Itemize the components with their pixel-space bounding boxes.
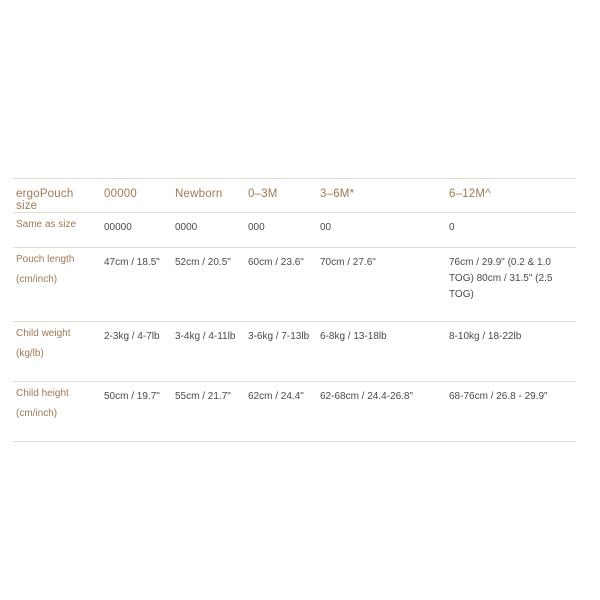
table-cell: 68-76cm / 26.8 - 29.9" xyxy=(449,391,548,402)
table-cell: 6-8kg / 13-18lb xyxy=(320,331,387,342)
table-cell: 00000 xyxy=(104,222,132,233)
table-cell: 47cm / 18.5" xyxy=(104,257,160,268)
table-cell: 50cm / 19.7" xyxy=(104,391,160,402)
table-cell: 2-3kg / 4-7lb xyxy=(104,331,160,342)
row-label: Child height (cm/inch) xyxy=(16,388,69,419)
size-chart-table xyxy=(13,178,576,442)
table-row-child-height xyxy=(13,382,576,442)
table-cell: 000 xyxy=(248,222,265,233)
header-cell-00000: 00000 xyxy=(104,188,137,200)
row-label: Pouch length (cm/inch) xyxy=(16,254,75,285)
header-cell-6-12m: 6–12M^ xyxy=(449,188,491,200)
table-cell: 62cm / 24.4" xyxy=(248,391,304,402)
header-cell-0-3m: 0–3M xyxy=(248,188,278,200)
header-cell-3-6m: 3–6M* xyxy=(320,188,355,200)
table-cell: 3-4kg / 4-11lb xyxy=(175,331,236,342)
table-cell: 0 xyxy=(449,222,455,233)
table-cell: 3-6kg / 7-13lb xyxy=(248,331,310,342)
table-cell: 55cm / 21.7" xyxy=(175,391,231,402)
row-label: Same as size xyxy=(16,219,77,230)
header-cell-newborn: Newborn xyxy=(175,188,223,200)
table-cell: 52cm / 20.5" xyxy=(175,257,231,268)
row-label: Child weight (kg/lb) xyxy=(16,328,71,359)
table-cell: 00 xyxy=(320,222,332,233)
table-cell: 0000 xyxy=(175,222,198,233)
table-row-same-as-size xyxy=(13,213,576,248)
header-cell-size-label: ergoPouch size xyxy=(16,188,74,212)
table-row-pouch-length xyxy=(13,248,576,322)
table-cell: 8-10kg / 18-22lb xyxy=(449,331,522,342)
table-header-row xyxy=(13,179,576,213)
table-row-child-weight xyxy=(13,322,576,382)
table-cell: 60cm / 23.6" xyxy=(248,257,304,268)
table-cell: 76cm / 29.9" (0.2 & 1.0 TOG) 80cm / 31.5" (2.5 TOG) xyxy=(449,257,553,300)
table-cell: 62-68cm / 24.4-26.8" xyxy=(320,391,414,402)
table-cell: 70cm / 27.6" xyxy=(320,257,376,268)
